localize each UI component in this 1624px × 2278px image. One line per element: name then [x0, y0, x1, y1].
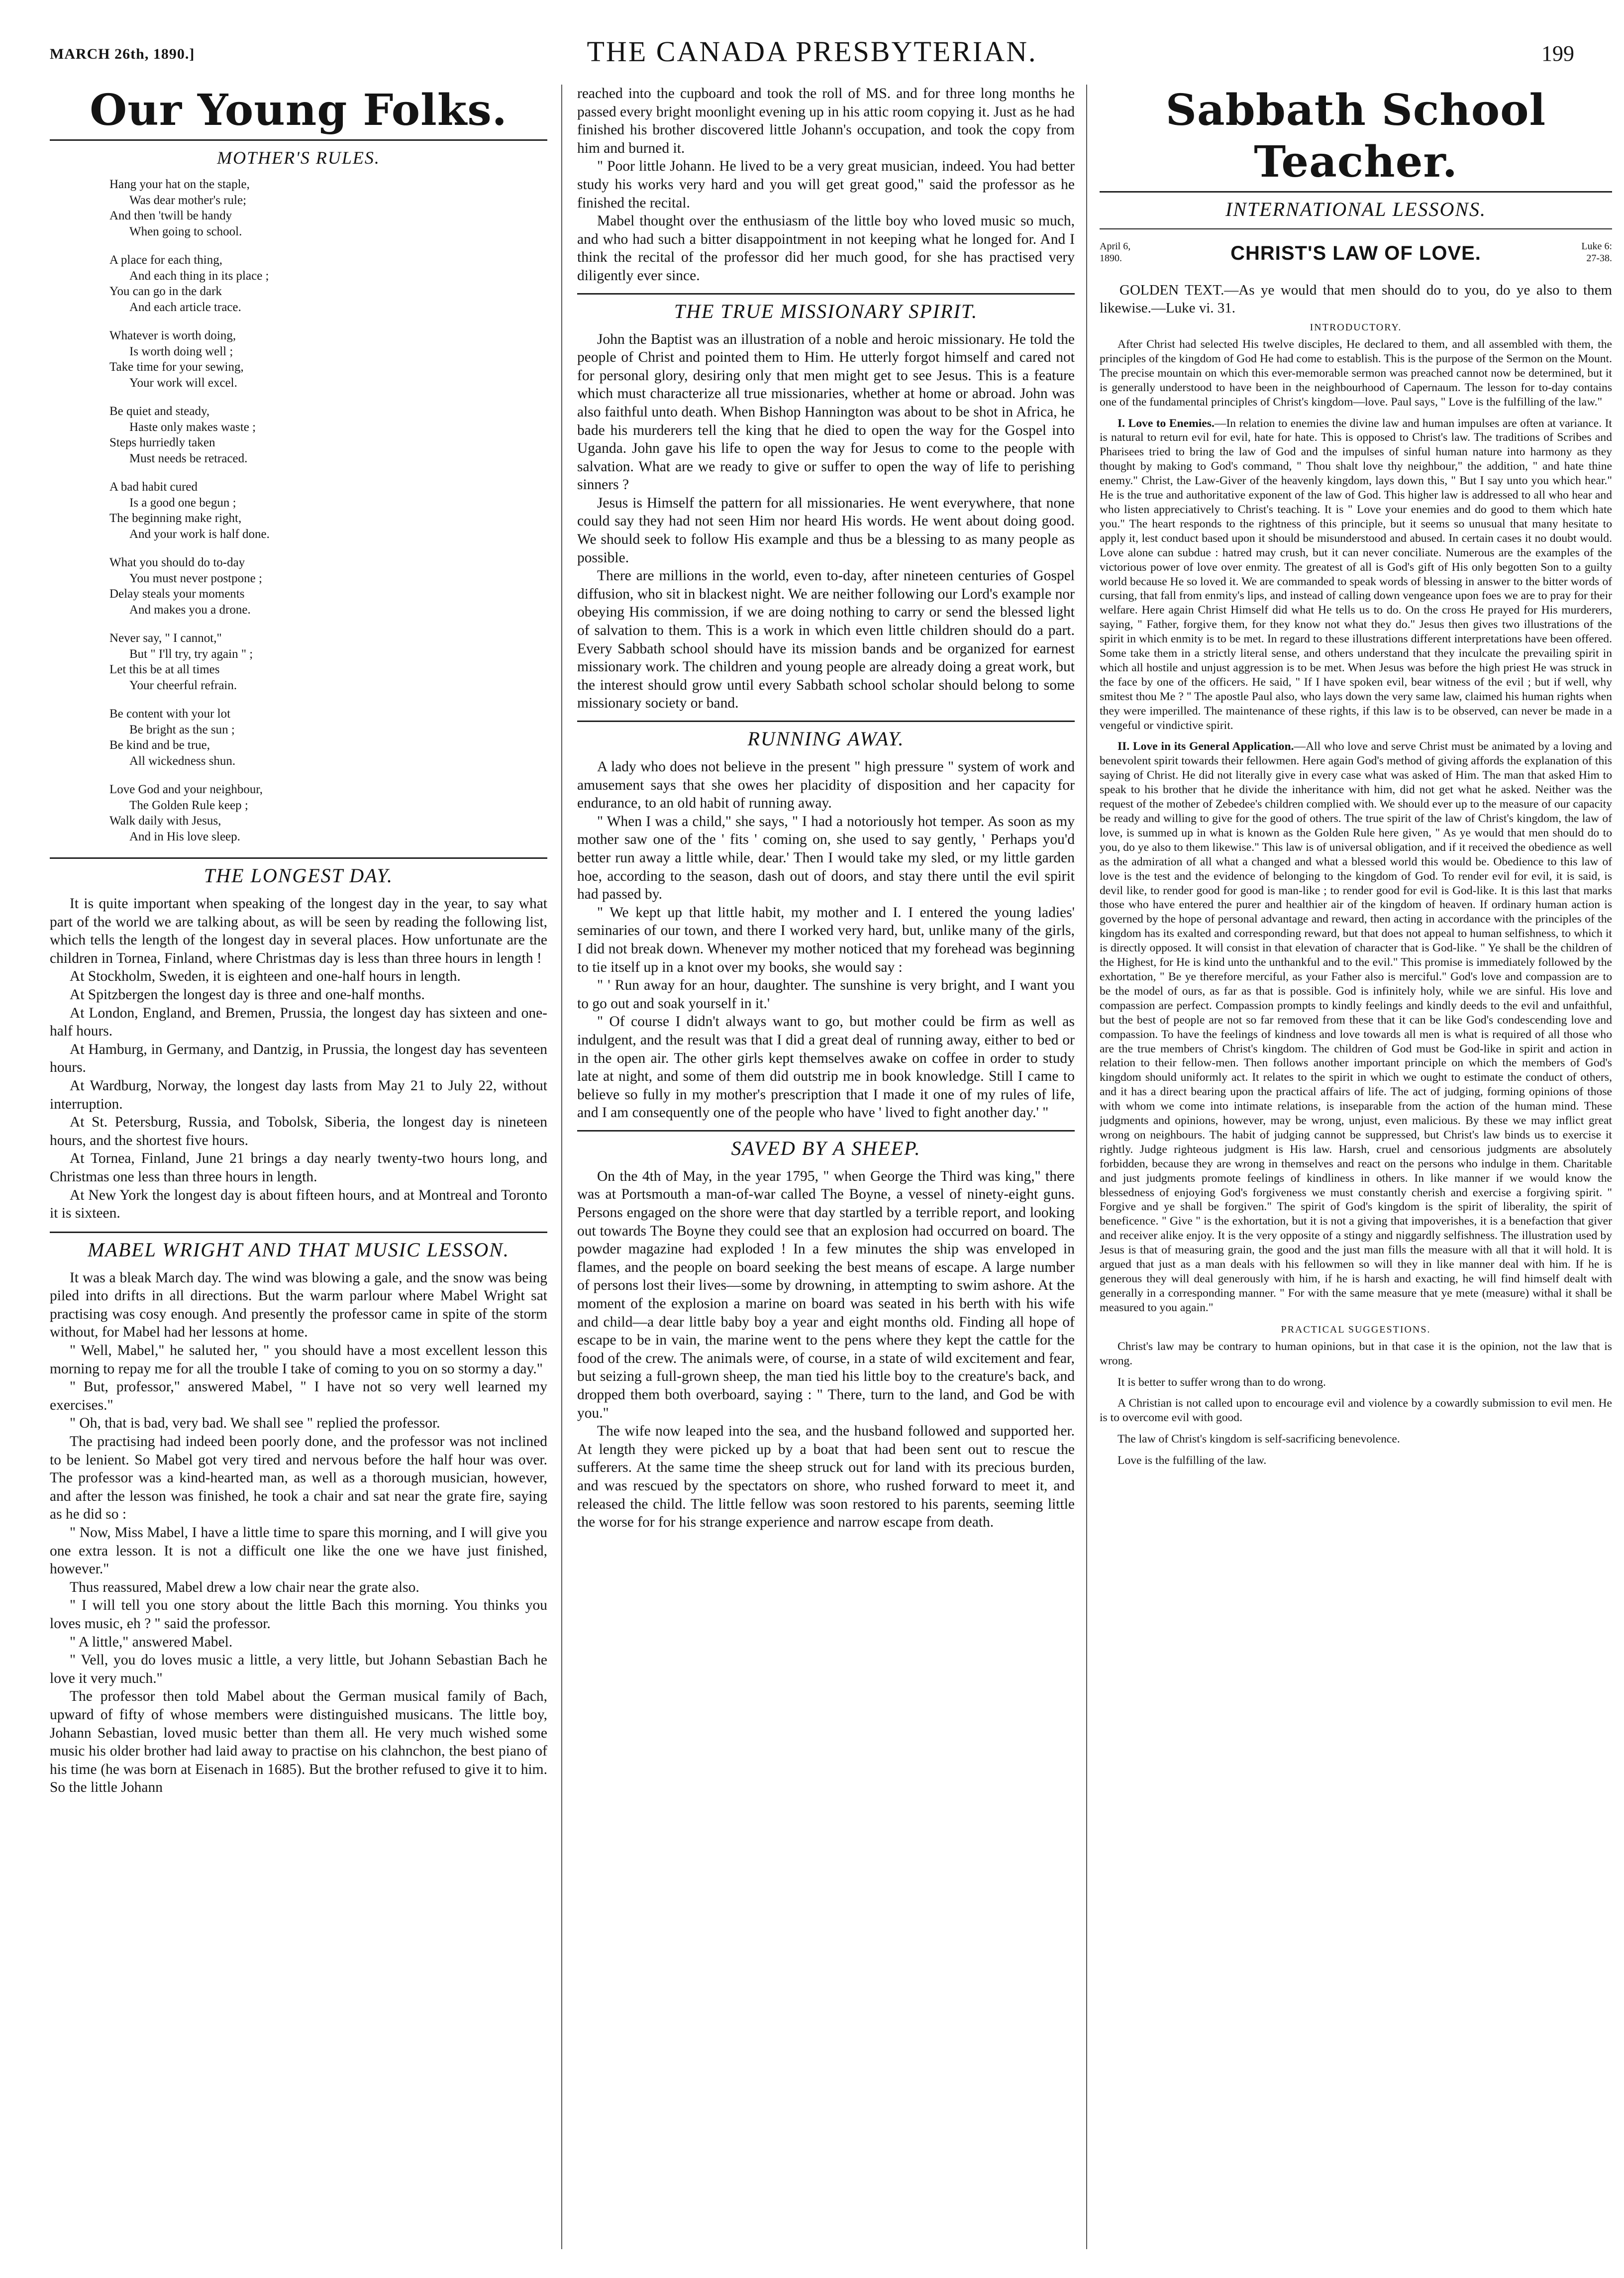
article-paragraph: John the Baptist was an illustration of a noble and heroic missionary. He told the people of Christ and pointed them to Him. He utterly forgot himself and cared not for personal glory, desiring only that men might get to see Jesus. This is a feature which must characterize all true missionaries, whether at home or abroad. John was also faithful unto death. When Bishop Hannington was about to be shot in Africa, he bade his murderers tell the king that he died to open the way for the Gospel into Uganda. John gave his life to open the way for Jesus to come to the people with salvation. What are we ready to give or suffer to open the way of life to perishing sinners ? [577, 331, 1075, 493]
article-paragraph: Mabel thought over the enthusiasm of the little boy who loved music so much, and who had such a bitter disappointment in not keeping what he longed for. And I think the recital of the professor did her much good, for she has practised very diligently ever since. [577, 213, 1075, 284]
poem-line: A place for each thing, [109, 253, 222, 267]
article-paragraph: Thus reassured, Mabel drew a low chair near the grate also. [70, 1579, 419, 1595]
part-text: —All who love and serve Christ must be animated by a loving and benevolent spirit towards their fellowmen. Here again God's method of giving affords the explanation of this saying of Christ. He did not literally give in every case what was asked of Him. The man that asked Him to speak to his brother that he divide the inheritance with him, did not get what he asked. Neither was the request of the mother of Zebedee's children complied with. We should ever up to the measure of our capacity be ready and willing to give for the good of others. The true spirit of the law of Christ's kingdom, the law of love, is summed up in what is known as the Golden Rule here given, " As ye would that men should do to you, do ye also to them likewise." This law is of universal obligation, and if it received the obedience as well as the admiration of all what a changed and what a blessed world this would be. Obedience to this law of love is the test and the evidence of belonging to the kingdom of God. To render evil for evil, it is said, is devil like, to render good for good is man-like ; to render good for evil is God-like. It is this last that marks those who have entered the purer and healthier air of the kingdom of heaven. If ordinary human action is governed by the hope of personal advantage and reward, then acting in accordance with the principles of the kingdom has its exalted and corresponding reward, but that does not appeal to human selfishness, to which it is directly opposed. It will consist in that elevation of character that is God-like. " Ye shall be the children of the Highest, for He is kind unto the unthankful and to the evil." This promise is immediately followed by the exhortation, " Be ye therefore merciful, as your Father also is merciful." God's love and compassion are to be the model of ours, as far as that is possible. God is infinitely holy, while we are sinful. His love and compassion are perfect. Compassion prompts to kindly feelings and kindly deeds to the evil and unfaithful, but the best of people are not so far removed from these that it can be like God's condescending love and compassion. To have the feelings of kindness and love towards all men is what is required of all those who are the true members of Christ's kingdom. The children of God must be God-like in spirit and action in relation to their fellow-men. Then follows another important principle on which the members of God's kingdom should uniformly act. It relates to the spirit in which we ought to estimate the conduct of others, and it has a direct bearing upon the practical affairs of life. The act of judging, forming opinions of those with whom we come into intimate relations, is inseparable from the action of the human mind. These judgments and opinions, however, may be wrong, unjust, even malicious. By these we may inflict great wrong on neighbours. The habit of judging cannot be suppressed, but Christ's law binds us to exercise it rightly. Judge righteous judgment is His law. Harsh, cruel and censorious judgments are absolutely forbidden, because they are wrong in themselves and react on the persons who indulge in them. Charitable and just judgments promote feelings of kindliness in others. In like manner if we would know the blessedness of enjoying God's forgiveness we must constantly cherish and exercise a forgiving spirit. " Forgive and ye shall be forgiven." The spirit of God's kingdom is the spirit of liberality, the spirit of beneficence. " Give " is the exhortation, but it is not a giving that impoverishes, it is a benefaction that giver and receiver alike enjoy. It is the very opposite of a stingy and niggardly selfishness. The illustration used by Jesus is that of measuring grain, the good and the just man fills the measure with all that it will hold. It is argued that just as a man deals with his fellowmen so will they in like manner deal with him. If he is generous they will deal generously with him, if he is harsh and exacting, he will find himself dealt with generally in a corresponding manner. " For with the same measure that ye mete (measure) withal it shall be measured to you again." [1100, 740, 1612, 1314]
section-rule [577, 293, 1075, 295]
lesson-date-line: 1890. [1100, 253, 1122, 264]
mothers-rules-title: MOTHER'S RULES. [217, 148, 380, 168]
missionary-article [577, 330, 1075, 713]
poem-line: And in His love sleep. [129, 829, 240, 843]
poem-line: Be quiet and steady, [109, 405, 210, 418]
mabel-article-continued [577, 85, 1075, 285]
poem-line: Walk daily with Jesus, [109, 814, 221, 828]
section-rule [577, 721, 1075, 722]
introductory-heading: INTRODUCTORY. [1310, 322, 1402, 333]
poem-line: You can go in the dark [109, 285, 222, 298]
article-paragraph: A lady who does not believe in the present " high pressure " system of work and amusement says that she owes her placidity of disposition and her capacity for endurance, to an old habit of running away. [577, 759, 1075, 812]
article-paragraph: " Well, Mabel," he saluted her, " you should have a most excellent lesson this morning to repay me for all the trouble I take of coming to you on so stormy a day." [50, 1343, 547, 1377]
poem-stanza [109, 177, 547, 239]
section-rule [577, 1130, 1075, 1132]
sabbath-school-heading: Sabbath School Teacher. [1165, 85, 1546, 187]
lesson-title: CHRIST'S LAW OF LOVE. [1230, 242, 1481, 264]
poem-line: Take time for your sewing, [109, 360, 244, 374]
spacer [1100, 1425, 1612, 1432]
article-paragraph: At Tornea, Finland, June 21 brings a day nearly twenty-two hours long, and Christmas one less than three hours in length. [50, 1150, 547, 1185]
lesson-ref-line: Luke 6: [1581, 241, 1612, 252]
poem-line: All wickedness shun. [129, 754, 236, 768]
poem-line: Your cheerful refrain. [129, 678, 237, 692]
spacer [1100, 1447, 1612, 1453]
part-text: —In relation to enemies the divine law and human impulses are often at variance. It is natural to return evil for evil, hate for hate. This is opposed to Christ's law. The traditions of Scribes and Pharisees tried to bring the law of God and the impulses of sinful human nature into harmony as they thought by making to God's command, " Thou shalt love thy neighbour," the addition, " and hate thine enemy." Christ, the Law-Giver of the heavenly kingdom, lays down this, " But I say unto you which hear." He is the true and authoritative exponent of the law of God. This higher law is addressed to all who hear and who listen appreciatively to Christ's teaching. It is " Love your enemies and do good to them which hate you." The heart responds to the rightness of this principle, but it seems so unusual that many hesitate to apply it, lest conduct based upon it should be misunderstood and abused. In certain cases it no doubt would. Love alone can subdue : hatred may crush, but it can never conciliate. Numerous are the examples of the victorious power of love over enmity. The greatest of all is God's gift of His only begotten Son to a guilty world because He so loved it. We are commanded to speak words of blessing in answer to the bitter words of cursing, that fall from enmity's lips, and instead of calling down vengeance upon foes we are to pray for their welfare. Here again Christ Himself did what He tells us to do. On the cross He prayed for His murderers, saying, " Father, forgive them, for they know not what they do." Jesus then gives two illustrations of the spirit in which enmity is to be met. In regard to these illustrations different interpretations have been offered. Some take them in a strictly literal sense, and others understand that they inculcate the prevailing spirit in which all hostile and unjust aggression is to be met. When Jesus was before the high priest He was struck in the face by one of the officers. He said, " If I have spoken evil, bear witness of the evil ; but if well, why smitest thou Me ? " The apostle Paul also, who lays down the very same law, claimed his human rights when they were imperilled. The maintenance of these rights, if this law is to be observed, can never be made in a vengeful or vindictive spirit. [1100, 416, 1612, 732]
article-paragraph: On the 4th of May, in the year 1795, " when George the Third was king," there was at Portsmouth a man-of-war called The Boyne, a vessel of ninety-eight guns. Persons engaged on the shore were that day startled by a terrible report, and looking out towards The Boyne they could see that an explosion had occurred on board. The powder magazine had exploded ! In a few minutes the ship was enveloped in flames, and the people on board seeking the best means of escape. A large number of persons lost their lives—some by drowning, in attempting to swim ashore. At the moment of the explosion a marine on board was seated in his berth with his wife and child—a dear little baby boy a year and eight months old. Finding all hope of escape to be in vain, the marine went to the pens where they kept the cattle for the food of the crew. The animals were, of course, in a state of wild excitement and fear, but seizing a full-grown sheep, the man tied his little boy to the creature's back, and dropped them both overboard, saying : " There, turn to the land, and God be with you." [577, 1168, 1075, 1421]
article-paragraph: At Spitzbergen the longest day is three and one-half months. [70, 986, 425, 1003]
article-paragraph: At Hamburg, in Germany, and Dantzig, in Prussia, the longest day has seventeen hours. [50, 1041, 547, 1076]
article-paragraph: " Now, Miss Mabel, I have a little time to spare this morning, and I will give you one extra lesson. It is not a difficult one like the one we have just finished, however." [50, 1525, 547, 1577]
lesson-paragraph [1100, 739, 1612, 1315]
practical-suggestions [1100, 1340, 1612, 1468]
article-paragraph: It is quite important when speaking of the longest day in the year, to say what part of the world we are talking about, as will be seen by reading the following list, which tells the length of the longest day in several places. How unfortunate are the children in Tornea, Finland, where Christmas day is less than three hours in length ! [50, 896, 547, 966]
poem-line: Must needs be retraced. [129, 451, 248, 465]
part-heading: I. Love to Enemies. [1117, 416, 1215, 430]
article-paragraph: At New York the longest day is about fifteen hours, and at Montreal and Toronto it is sixteen. [50, 1187, 547, 1222]
poem-line: Is a good one begun ; [129, 496, 236, 510]
article-paragraph: reached into the cupboard and took the roll of MS. and for three long months he passed every bright moonlight evening up in his attic room copying it. Just as he had finished his brother discovered little Johann's occupation, and took the copy from him and burned it. [577, 86, 1075, 156]
poem-line: When going to school. [129, 224, 242, 238]
article-paragraph: It was a bleak March day. The wind was blowing a gale, and the snow was being piled into drifts in all directions. But the warm parlour where Mabel Wright sat practising was cosy enough. And presently the professor came in spite of the storm without, for Mabel had her lessons at home. [50, 1269, 547, 1341]
poem-line: Is worth doing well ; [129, 344, 233, 358]
lesson-reference [1581, 240, 1612, 264]
poem-line: Was dear mother's rule; [129, 193, 247, 207]
article-paragraph: Jesus is Himself the pattern for all missionaries. He went everywhere, that none could say they had not seen Him nor heard His words. He went about doing good. We should seek to follow His example and thus be a blessing to as many people as possible. [577, 495, 1075, 566]
masthead [50, 35, 1574, 75]
poem-line: Be bright as the sun ; [129, 723, 235, 736]
poem-stanza [109, 404, 547, 466]
poem-line: And each article trace. [129, 300, 241, 314]
spacer [1100, 1368, 1612, 1375]
poem-stanza [109, 706, 547, 769]
poem-line: Steps hurriedly taken [109, 436, 215, 449]
column-2 [577, 85, 1075, 2254]
lesson-paragraph [1100, 416, 1612, 733]
suggestion: The law of Christ's kingdom is self-sacrificing benevolence. [1117, 1433, 1400, 1446]
spacer [1100, 732, 1612, 739]
column-divider [1086, 85, 1087, 2249]
section-rule [50, 857, 547, 859]
suggestion: It is better to suffer wrong than to do wrong. [1117, 1375, 1326, 1389]
lesson-paragraph: After Christ had selected His twelve disciples, He declared to them, and all assembled with them, the principles of the kingdom of God He had come to establish. This is the purpose of the Sermon on the Mount. The precise mountain on which this ever-memorable sermon was preached cannot now be determined, but it is generally understood to have been in the neighbourhood of Capernaum. The lesson for to-day contains one of the fundamental principles of Christ's kingdom—love. Paul says, " Love is the fulfilling of the law." [1100, 338, 1612, 409]
poem-stanza [109, 630, 547, 693]
mabel-article [50, 1269, 547, 1797]
column-1 [50, 85, 547, 2254]
column-divider [561, 85, 562, 2249]
article-paragraph: At St. Petersburg, Russia, and Tobolsk, Siberia, the longest day is nineteen hours, and the shortest five hours. [50, 1114, 547, 1148]
article-paragraph: " I will tell you one story about the little Bach this morning. You thinks you loves music, eh ? " said the professor. [50, 1597, 547, 1632]
poem-line: But " I'll try, try again " ; [129, 647, 253, 661]
poem-line: And each thing in its place ; [129, 269, 269, 283]
article-paragraph: There are millions in the world, even to-day, after nineteen centuries of Gospel diffusion, who sit in blackest night. We are neither following our Lord's example nor obeying His commission, if we are doing nothing to carry or send the blessed light of salvation to them. This is a work in which even little children should do a part. Every Sabbath school should have its mission bands and be organized for earnest missionary work. The children and young people are already doing a great work, but the interest should grow until every Sabbath school scholar should belong to some missionary society or band. [577, 568, 1075, 712]
article-paragraph: " Vell, you do loves music a little, a very little, but Johann Sebastian Bach he love it very much." [50, 1652, 547, 1686]
poem-line: Be content with your lot [109, 707, 231, 721]
international-lessons-title: INTERNATIONAL LESSONS. [1225, 198, 1487, 220]
article-paragraph: The professor then told Mabel about the German musical family of Bach, upward of fifty of whose members were distinguished musicans. The little boy, Johann Sebastian, loved music better than them all. He very much wished some music his older brother had laid away to practise on his clahnchon, the best piano of his time (he was born at Eisenach in 1685). But the brother refused to give it to him. So the little Johann [50, 1688, 547, 1796]
section-rule [50, 1232, 547, 1233]
poem-line: Be kind and be true, [109, 738, 210, 752]
poem-line: What you should do to-day [109, 556, 245, 569]
article-paragraph: " Of course I didn't always want to go, but mother could be firm as well as indulgent, and the result was that I did a great deal of running away, either to bed or in the open air. The other girls kept themselves awake on coffee in order to study late at night, and some of them did outstrip me in book knowledge. Still I came to believe so fully in my mother's prescription that I made it one of my rules of life, and I am consequently one of the people who have ' lived to fight another day.' " [577, 1014, 1075, 1121]
suggestion: Love is the fulfilling of the law. [1117, 1454, 1267, 1467]
poem-stanza [109, 252, 547, 315]
section-rule [1100, 228, 1612, 229]
young-folks-heading: Our Young Folks. [90, 85, 508, 135]
poem-stanza [109, 555, 547, 618]
poem-line: And then 'twill be handy [109, 209, 232, 222]
running-away-article [577, 758, 1075, 1122]
longest-day-article [50, 895, 547, 1223]
running-away-title: RUNNING AWAY. [747, 727, 905, 750]
lesson-date-line: April 6, [1100, 241, 1131, 252]
article-paragraph: " We kept up that little habit, my mother and I. I entered the young ladies' seminaries of our town, and there I worked very hard, but, unlike many of the girls, I did not break down. Whenever my mother noticed that my forehead was beginning to tie itself up in a knot over my books, she would say : [577, 904, 1075, 975]
lesson-header [1100, 237, 1612, 277]
article-paragraph: " A little," answered Mabel. [70, 1634, 233, 1650]
spacer [1100, 410, 1612, 416]
poem-line: Your work will excel. [129, 376, 237, 390]
suggestion: Christ's law may be contrary to human opinions, but in that case it is the opinion, not the law that is wrong. [1100, 1340, 1612, 1367]
article-paragraph: At Stockholm, Sweden, it is eighteen and one-half hours in length. [70, 968, 461, 985]
issue-date: MARCH 26th, 1890.] [50, 46, 195, 62]
article-paragraph: At Wardburg, Norway, the longest day lasts from May 21 to July 22, without interruption. [50, 1077, 547, 1112]
part-heading: II. Love in its General Application. [1117, 740, 1294, 753]
poem-line: And your work is half done. [129, 527, 270, 541]
article-paragraph: " When I was a child," she says, " I had a notoriously hot temper. As soon as my mother saw one of the ' fits ' coming on, she used to say gently, ' Perhaps you'd better run away a little while, dear.' Then I would take my sled, or my little garden hoe, according to the season, dash out of doors, and stay there until the evil spirit had passed by. [577, 813, 1075, 903]
article-paragraph: " ' Run away for an hour, daughter. The sunshine is very bright, and I want you to go out and soak yourself in it.' [577, 977, 1075, 1012]
mothers-rules-poem [50, 177, 547, 844]
article-paragraph: " Poor little Johann. He lived to be a very great musician, indeed. You had better study his works very hard and you will get great good," said the professor as he finished the recital. [577, 158, 1075, 211]
article-paragraph: " But, professor," answered Mabel, " I have not so very well learned my exercises." [50, 1379, 547, 1413]
poem-line: You must never postpone ; [129, 571, 262, 585]
heading-rule [50, 139, 547, 141]
poem-line: Hang your hat on the staple, [109, 178, 250, 191]
poem-line: Love God and your neighbour, [109, 783, 263, 796]
poem-line: Haste only makes waste ; [129, 420, 256, 434]
sheep-article [577, 1167, 1075, 1532]
poem-line: And makes you a drone. [129, 603, 251, 617]
poem-stanza [109, 782, 547, 844]
mabel-title: MABEL WRIGHT AND THAT MUSIC LESSON. [88, 1238, 509, 1261]
introductory-section [1100, 337, 1612, 1315]
article-paragraph: The practising had indeed been poorly done, and the professor was not inclined to be lenient. So Mabel got very tired and nervous before the half hour was over. The professor was a kind-hearted man, as well as a thorough musician, however, and after the lesson was finished, he took a chair and sat near the grate fire, saying as he did so : [50, 1434, 547, 1523]
poem-stanza [109, 328, 547, 391]
lesson-ref-line: 27-38. [1586, 253, 1612, 264]
article-paragraph: At London, England, and Bremen, Prussia, the longest day has sixteen and one-half hours. [50, 1005, 547, 1039]
practical-suggestions-heading: PRACTICAL SUGGESTIONS. [1281, 1324, 1431, 1335]
heading-rule [1100, 191, 1612, 193]
golden-text [1100, 281, 1612, 317]
missionary-title: THE TRUE MISSIONARY SPIRIT. [674, 300, 978, 322]
poem-line: Delay steals your moments [109, 587, 245, 601]
poem-stanza [109, 479, 547, 542]
article-paragraph: " Oh, that is bad, very bad. We shall see " replied the professor. [70, 1415, 440, 1432]
poem-line: Never say, " I cannot," [109, 631, 222, 645]
spacer [1100, 1389, 1612, 1396]
newspaper-title: THE CANADA PRESBYTERIAN. [587, 35, 1037, 68]
poem-line: The beginning make right, [109, 512, 242, 525]
poem-line: The Golden Rule keep ; [129, 798, 248, 812]
poem-line: Whatever is worth doing, [109, 329, 236, 342]
golden-text-paragraph: GOLDEN TEXT.—As ye would that men should do to you, do ye also to them likewise.—Luke vi. 31. [1100, 282, 1612, 316]
page-number: 199 [1541, 41, 1574, 66]
longest-day-title: THE LONGEST DAY. [204, 864, 393, 887]
suggestion: A Christian is not called upon to encourage evil and violence by a cowardly submission to evil men. He is to overcome evil with good. [1100, 1397, 1612, 1425]
poem-line: Let this be at all times [109, 663, 220, 676]
sheep-title: SAVED BY A SHEEP. [731, 1137, 921, 1159]
article-paragraph: The wife now leaped into the sea, and the husband followed and supported her. At length they were picked up by a boat that had been sent out to rescue the sufferers. At the same time the sheep struck out for land with its precious burden, and was rescued by the spectators on shore, who rushed forward to meet it, and released the child. The little fellow was soon restored to his parents, seeming little the worse for for his strange experience and narrow escape from death. [577, 1423, 1075, 1531]
column-3 [1100, 85, 1612, 2254]
poem-line: A bad habit cured [109, 480, 198, 494]
